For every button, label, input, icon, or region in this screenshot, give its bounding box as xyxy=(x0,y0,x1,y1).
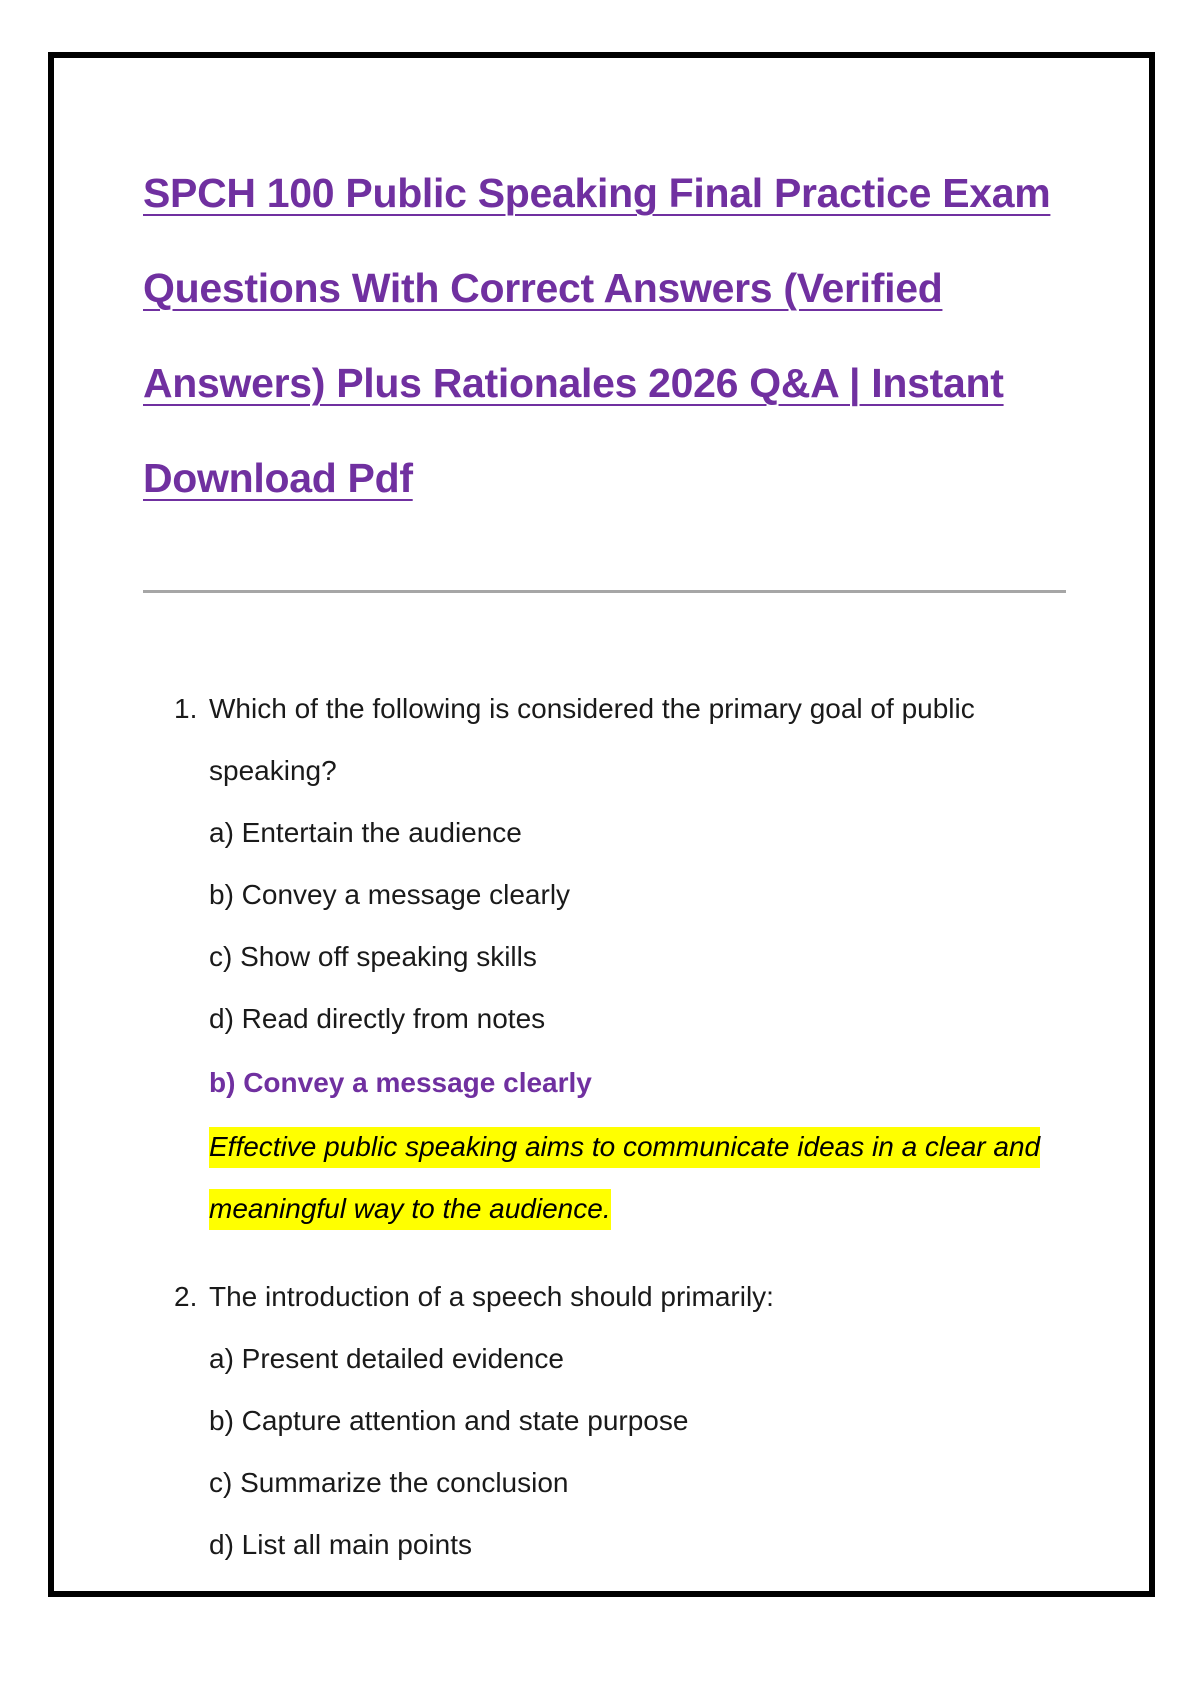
option-b: b) Convey a message clearly xyxy=(209,879,571,910)
document-title xyxy=(143,146,1103,526)
option-c: c) Summarize the conclusion xyxy=(209,1467,569,1498)
title-line-2: Questions With Correct Answers (Verified xyxy=(143,265,943,311)
option-b: b) Capture attention and state purpose xyxy=(209,1405,689,1436)
question-number: 2. xyxy=(174,1281,198,1312)
question-1 xyxy=(174,678,1074,1240)
question-stem xyxy=(174,678,1074,802)
rationale-text: Effective public speaking aims to communicate ideas in a clear and meaningful way to the audience. xyxy=(209,1127,1040,1230)
question-number: 1. xyxy=(174,693,198,724)
option-c: c) Show off speaking skills xyxy=(209,941,537,972)
horizontal-divider xyxy=(143,590,1066,593)
title-line-1: SPCH 100 Public Speaking Final Practice Exam xyxy=(143,170,1051,216)
question-stem xyxy=(174,1266,1074,1328)
option-a: a) Entertain the audience xyxy=(209,817,522,848)
question-text: Which of the following is considered the primary goal of public speaking? xyxy=(209,693,975,786)
title-line-4: Download Pdf xyxy=(143,455,413,501)
option-d: d) Read directly from notes xyxy=(209,1003,546,1034)
option-a: a) Present detailed evidence xyxy=(209,1343,564,1374)
page-frame xyxy=(48,52,1155,1597)
option-d: d) List all main points xyxy=(209,1529,473,1560)
title-line-3: Answers) Plus Rationales 2026 Q&A | Instant xyxy=(143,360,1004,406)
question-2 xyxy=(174,1266,1074,1576)
rationale xyxy=(209,1116,1059,1240)
question-text: The introduction of a speech should primarily: xyxy=(209,1281,774,1312)
correct-answer: b) Convey a message clearly xyxy=(209,1067,592,1098)
